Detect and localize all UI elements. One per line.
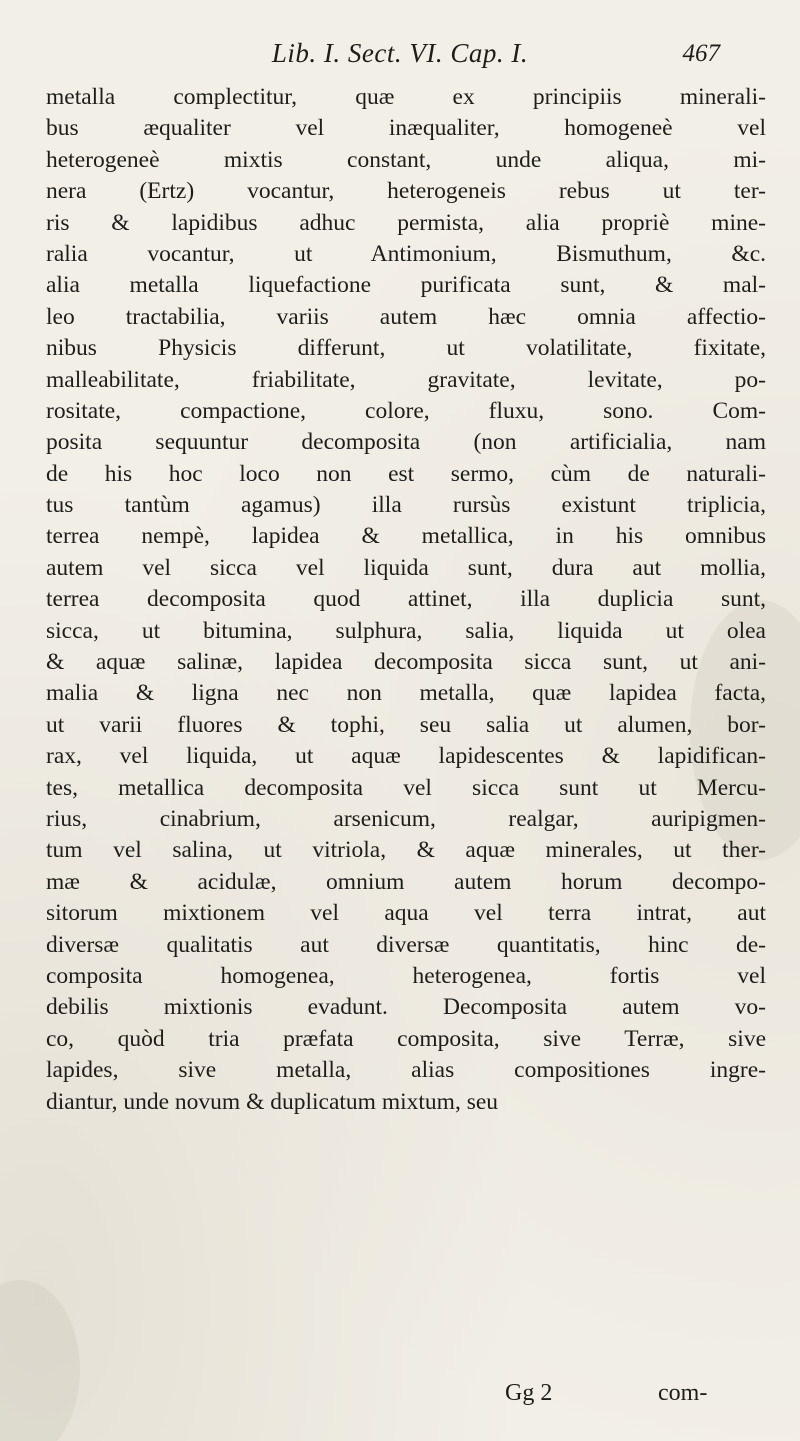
text-line: malleabilitate, friabilitate, gravitate, levitate, po-: [46, 366, 766, 393]
text-line: tus tantùm agamus) illa rursùs existunt triplicia,: [46, 492, 766, 519]
text-line: de his hoc loco non est sermo, cùm de naturali-: [46, 460, 766, 487]
paper-stain: [0, 1280, 80, 1441]
text-line: ralia vocantur, ut Antimonium, Bismuthum, &c.: [46, 240, 766, 267]
text-line: rax, vel liquida, ut aquæ lapidescentes & lapidifican-: [46, 743, 766, 770]
text-line: composita homogenea, heterogenea, fortis vel: [46, 962, 766, 989]
signature-mark: Gg 2: [505, 1380, 553, 1406]
text-line: bus æqualiter vel inæqualiter, homogeneè vel: [46, 115, 766, 142]
body-text: [46, 82, 766, 1118]
text-line: co, quòd tria præfata composita, sive Terræ, sive: [46, 1025, 766, 1052]
text-line: malia & ligna nec non metalla, quæ lapidea facta,: [46, 680, 766, 707]
text-line: rius, cinabrium, arsenicum, realgar, auripigmen-: [46, 805, 766, 832]
text-line: diantur, unde novum & duplicatum mixtum, seu: [46, 1088, 499, 1115]
text-line: rositate, compactione, colore, fluxu, sono. Com-: [46, 397, 766, 424]
running-head: Lib. I. Sect. VI. Cap. I.: [271, 38, 529, 68]
text-line: debilis mixtionis evadunt. Decomposita autem vo-: [46, 994, 766, 1021]
text-line: mæ & acidulæ, omnium autem horum decompo-: [46, 868, 766, 895]
text-line: ris & lapidibus adhuc permista, alia propriè mine-: [46, 209, 766, 236]
catchword: com-: [658, 1380, 708, 1406]
text-line: nibus Physicis differunt, ut volatilitate, fixitate,: [46, 335, 766, 362]
page-number: 467: [682, 40, 720, 67]
text-line: alia metalla liquefactione purificata sunt, & mal-: [46, 272, 766, 299]
text-line: ut varii fluores & tophi, seu salia ut alumen, bor-: [46, 711, 766, 738]
text-line: sicca, ut bitumina, sulphura, salia, liquida ut olea: [46, 617, 766, 644]
text-line: terrea decomposita quod attinet, illa duplicia sunt,: [46, 586, 766, 613]
text-line: sitorum mixtionem vel aqua vel terra intrat, aut: [46, 900, 766, 927]
text-line: autem vel sicca vel liquida sunt, dura aut mollia,: [46, 554, 766, 581]
text-line: leo tractabilia, variis autem hæc omnia affectio-: [46, 303, 766, 330]
text-line: lapides, sive metalla, alias compositiones ingre-: [46, 1057, 766, 1084]
text-line: nera (Ertz) vocantur, heterogeneis rebus ut ter-: [46, 178, 766, 205]
text-line: metalla complectitur, quæ ex principiis minerali-: [46, 84, 766, 110]
text-line: posita sequuntur decomposita (non artificialia, nam: [46, 429, 766, 456]
page-header: [0, 38, 800, 78]
text-line: terrea nempè, lapidea & metallica, in his omnibus: [46, 523, 766, 550]
text-line: tes, metallica decomposita vel sicca sunt ut Mercu-: [46, 774, 766, 801]
page-footer: [0, 1380, 800, 1414]
text-line: heterogeneè mixtis constant, unde aliqua, mi-: [46, 146, 766, 173]
text-line: tum vel salina, ut vitriola, & aquæ minerales, ut ther-: [46, 837, 766, 864]
text-line: diversæ qualitatis aut diversæ quantitatis, hinc de-: [46, 931, 766, 958]
text-line: & aquæ salinæ, lapidea decomposita sicca sunt, ut ani-: [46, 649, 766, 676]
